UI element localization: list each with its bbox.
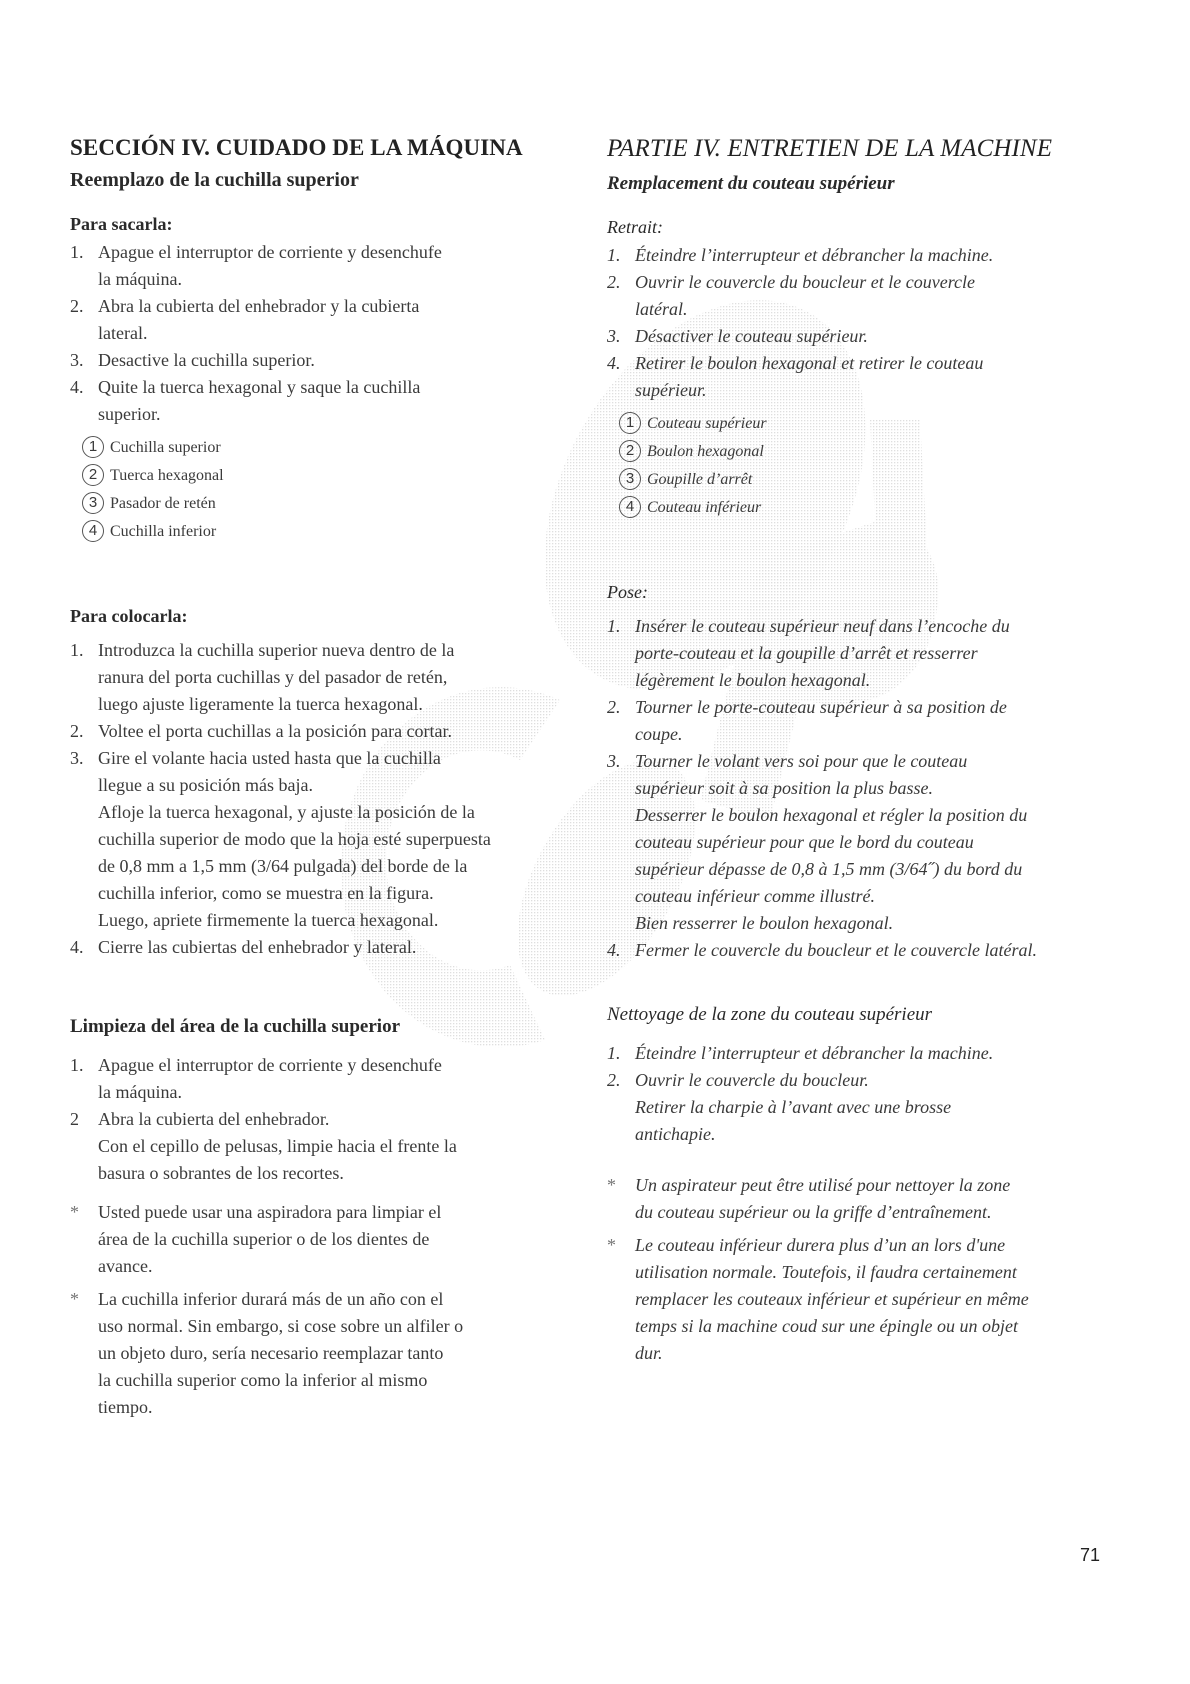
step-text-line: couteau inférieur comme illustré. [635, 886, 875, 906]
part-number-circle: 1 [82, 436, 104, 458]
install-heading-es: Para colocarla: [70, 606, 188, 626]
step-item [607, 269, 1107, 323]
step-text-line: Abra la cubierta del enhebrador. [98, 1109, 330, 1129]
step-text-line: supérieur soit à sa position la plus basse. [635, 778, 934, 798]
part-item [82, 518, 560, 546]
part-item [619, 438, 1107, 466]
part-number-circle: 1 [619, 412, 641, 434]
part-number-circle: 4 [82, 520, 104, 542]
step-number: 2. [607, 697, 621, 717]
asterisk-icon: * [70, 1202, 79, 1222]
step-item [607, 1040, 1107, 1067]
step-text-line: Désactiver le couteau supérieur. [635, 326, 868, 346]
step-text-line: Cierre las cubiertas del enhebrador y lateral. [98, 937, 417, 957]
note-text-line: avance. [98, 1256, 153, 1276]
step-text-line: Apague el interruptor de corriente y desenchufe [98, 1055, 442, 1075]
part-label: Boulon hexagonal [647, 443, 764, 460]
spanish-column [70, 135, 560, 1427]
step-text-line: Introduzca la cuchilla superior nueva dentro de la [98, 640, 455, 660]
asterisk-icon: * [70, 1289, 79, 1309]
step-item [70, 239, 560, 293]
step-item [70, 718, 560, 745]
section-title-fr: PARTIE IV. ENTRETIEN DE LA MACHINE [607, 135, 1053, 162]
step-number: 2. [70, 296, 84, 316]
step-text-line: coupe. [635, 724, 683, 744]
step-text-line: Luego, apriete firmemente la tuerca hexagonal. [98, 910, 439, 930]
step-number: 3. [70, 350, 84, 370]
step-text-line: Tourner le volant vers soi pour que le couteau [635, 751, 968, 771]
step-number: 4. [70, 937, 84, 957]
replace-title-fr: Remplacement du couteau supérieur [607, 173, 895, 194]
parts-list-es [82, 434, 560, 546]
step-number: 4. [607, 353, 621, 373]
part-number-circle: 2 [619, 440, 641, 462]
part-item [619, 466, 1107, 494]
step-text-line: Abra la cubierta del enhebrador y la cubierta [98, 296, 420, 316]
step-number: 2. [607, 272, 621, 292]
step-text-line: Desserrer le boulon hexagonal et régler la position du [635, 805, 1028, 825]
step-item [607, 323, 1107, 350]
step-item [607, 937, 1107, 964]
part-label: Pasador de retén [110, 495, 216, 512]
step-text-line: de 0,8 mm a 1,5 mm (3/64 pulgada) del borde de la [98, 856, 468, 876]
step-item [607, 613, 1107, 694]
step-item [607, 748, 1107, 937]
note-text-line: dur. [635, 1343, 663, 1363]
part-item [82, 490, 560, 518]
step-item [70, 1052, 560, 1106]
step-text-line: cuchilla inferior, como se muestra en la figura. [98, 883, 434, 903]
step-item [70, 934, 560, 961]
step-item [70, 374, 560, 428]
step-text-line: Ouvrir le couvercle du boucleur et le couvercle [635, 272, 976, 292]
step-number: 1. [70, 1055, 84, 1075]
asterisk-icon: * [607, 1235, 616, 1255]
note-text-line: uso normal. Sin embargo, si cose sobre un alfiler o [98, 1316, 464, 1336]
part-label: Cuchilla inferior [110, 523, 217, 540]
clean-steps-es [70, 1052, 560, 1187]
remove-steps-fr [607, 242, 1107, 404]
part-item [619, 494, 1107, 522]
page-number: 71 [1080, 1545, 1101, 1565]
note-item [70, 1286, 560, 1421]
note-text-line: Un aspirateur peut être utilisé pour nettoyer la zone [635, 1175, 1011, 1195]
step-number: 3. [607, 751, 621, 771]
step-text-line: supérieur dépasse de 0,8 à 1,5 mm (3/64˝) du bord du [635, 859, 1023, 879]
note-text-line: temps si la machine coud sur une épingle ou un objet [635, 1316, 1018, 1336]
note-text-line: du couteau supérieur ou la griffe d’entraînement. [635, 1202, 992, 1222]
install-steps-es [70, 637, 560, 961]
step-text-line: basura o sobrantes de los recortes. [98, 1163, 344, 1183]
step-number: 1. [607, 616, 621, 636]
clean-steps-fr [607, 1040, 1107, 1148]
step-text-line: Gire el volante hacia usted hasta que la cuchilla [98, 748, 441, 768]
note-item [607, 1172, 1107, 1226]
note-text-line: tiempo. [98, 1397, 153, 1417]
step-text-line: Con el cepillo de pelusas, limpie hacia el frente la [98, 1136, 457, 1156]
note-text-line: remplacer les couteaux inférieur et supérieur en même [635, 1289, 1029, 1309]
step-item [70, 1106, 560, 1187]
step-item [70, 347, 560, 374]
step-number: 1. [607, 1043, 621, 1063]
step-text-line: ranura del porta cuchillas y del pasador de retén, [98, 667, 448, 687]
step-item [70, 293, 560, 347]
step-number: 2. [607, 1070, 621, 1090]
step-number: 1. [70, 242, 84, 262]
note-text-line: La cuchilla inferior durará más de un año con el [98, 1289, 444, 1309]
install-heading-fr: Pose: [607, 582, 648, 602]
step-item [607, 350, 1107, 404]
clean-title-fr: Nettoyage de la zone du couteau supérieur [607, 1004, 933, 1025]
step-item [607, 1067, 1107, 1148]
step-text-line: Retirer le boulon hexagonal et retirer le couteau [635, 353, 984, 373]
step-text-line: Retirer la charpie à l’avant avec une brosse [635, 1097, 952, 1117]
step-text-line: Desactive la cuchilla superior. [98, 350, 315, 370]
step-text-line: la máquina. [98, 1082, 182, 1102]
replace-title-es: Reemplazo de la cuchilla superior [70, 169, 359, 191]
note-text-line: Le couteau inférieur durera plus d’un an lors d'une [635, 1235, 1006, 1255]
step-item [607, 694, 1107, 748]
step-text-line: Éteindre l’interrupteur et débrancher la machine. [635, 245, 994, 265]
step-number: 1. [70, 640, 84, 660]
note-text-line: un objeto duro, sería necesario reemplazar tanto [98, 1343, 444, 1363]
step-text-line: Éteindre l’interrupteur et débrancher la machine. [635, 1043, 994, 1063]
step-item [70, 637, 560, 718]
step-text-line: Tourner le porte-couteau supérieur à sa position de [635, 697, 1007, 717]
step-text-line: couteau supérieur pour que le bord du couteau [635, 832, 974, 852]
part-label: Goupille d’arrêt [647, 471, 753, 488]
part-item [82, 434, 560, 462]
step-text-line: Afloje la tuerca hexagonal, y ajuste la posición de la [98, 802, 475, 822]
step-text-line: Bien resserrer le boulon hexagonal. [635, 913, 894, 933]
part-number-circle: 2 [82, 464, 104, 486]
notes-es [70, 1199, 560, 1421]
step-text-line: Ouvrir le couvercle du boucleur. [635, 1070, 869, 1090]
step-text-line: latéral. [635, 299, 688, 319]
remove-heading-es: Para sacarla: [70, 214, 173, 234]
part-item [619, 410, 1107, 438]
part-item [82, 462, 560, 490]
step-text-line: superior. [98, 404, 161, 424]
part-number-circle: 3 [619, 468, 641, 490]
step-number: 2 [70, 1109, 79, 1129]
step-number: 3. [70, 748, 84, 768]
asterisk-icon: * [607, 1175, 616, 1195]
step-text-line: cuchilla superior de modo que la hoja esté superpuesta [98, 829, 491, 849]
step-item [70, 745, 560, 934]
step-text-line: porte-couteau et la goupille d’arrêt et resserrer [635, 643, 978, 663]
remove-heading-fr: Retrait: [607, 217, 663, 237]
install-steps-fr [607, 613, 1107, 964]
step-text-line: supérieur. [635, 380, 707, 400]
note-item [607, 1232, 1107, 1367]
note-text-line: área de la cuchilla superior o de los dientes de [98, 1229, 430, 1249]
step-text-line: Quite la tuerca hexagonal y saque la cuchilla [98, 377, 421, 397]
step-text-line: légèrement le boulon hexagonal. [635, 670, 871, 690]
part-label: Cuchilla superior [110, 439, 221, 456]
clean-title-es: Limpieza del área de la cuchilla superior [70, 1016, 401, 1037]
part-label: Tuerca hexagonal [110, 467, 224, 484]
remove-steps-es [70, 239, 560, 428]
step-item [607, 242, 1107, 269]
section-title-es: SECCIÓN IV. CUIDADO DE LA MÁQUINA [70, 135, 523, 160]
parts-list-fr [619, 410, 1107, 522]
step-text-line: lateral. [98, 323, 148, 343]
step-text-line: llegue a su posición más baja. [98, 775, 313, 795]
step-text-line: antichapie. [635, 1124, 716, 1144]
part-number-circle: 3 [82, 492, 104, 514]
french-column [607, 135, 1107, 1373]
step-number: 2. [70, 721, 84, 741]
note-text-line: Usted puede usar una aspiradora para limpiar el [98, 1202, 442, 1222]
step-text-line: Insérer le couteau supérieur neuf dans l’encoche du [635, 616, 1010, 636]
notes-fr [607, 1172, 1107, 1367]
step-number: 4. [70, 377, 84, 397]
part-number-circle: 4 [619, 496, 641, 518]
step-text-line: la máquina. [98, 269, 182, 289]
step-text-line: Apague el interruptor de corriente y desenchufe [98, 242, 442, 262]
part-label: Couteau supérieur [647, 415, 767, 432]
step-number: 3. [607, 326, 621, 346]
step-text-line: Fermer le couvercle du boucleur et le couvercle latéral. [635, 940, 1038, 960]
part-label: Couteau inférieur [647, 499, 762, 516]
note-text-line: la cuchilla superior como la inferior al mismo [98, 1370, 428, 1390]
step-text-line: Voltee el porta cuchillas a la posición para cortar. [98, 721, 453, 741]
step-number: 4. [607, 940, 621, 960]
note-text-line: utilisation normale. Toutefois, il faudra certainement [635, 1262, 1017, 1282]
step-text-line: luego ajuste ligeramente la tuerca hexagonal. [98, 694, 423, 714]
note-item [70, 1199, 560, 1280]
step-number: 1. [607, 245, 621, 265]
